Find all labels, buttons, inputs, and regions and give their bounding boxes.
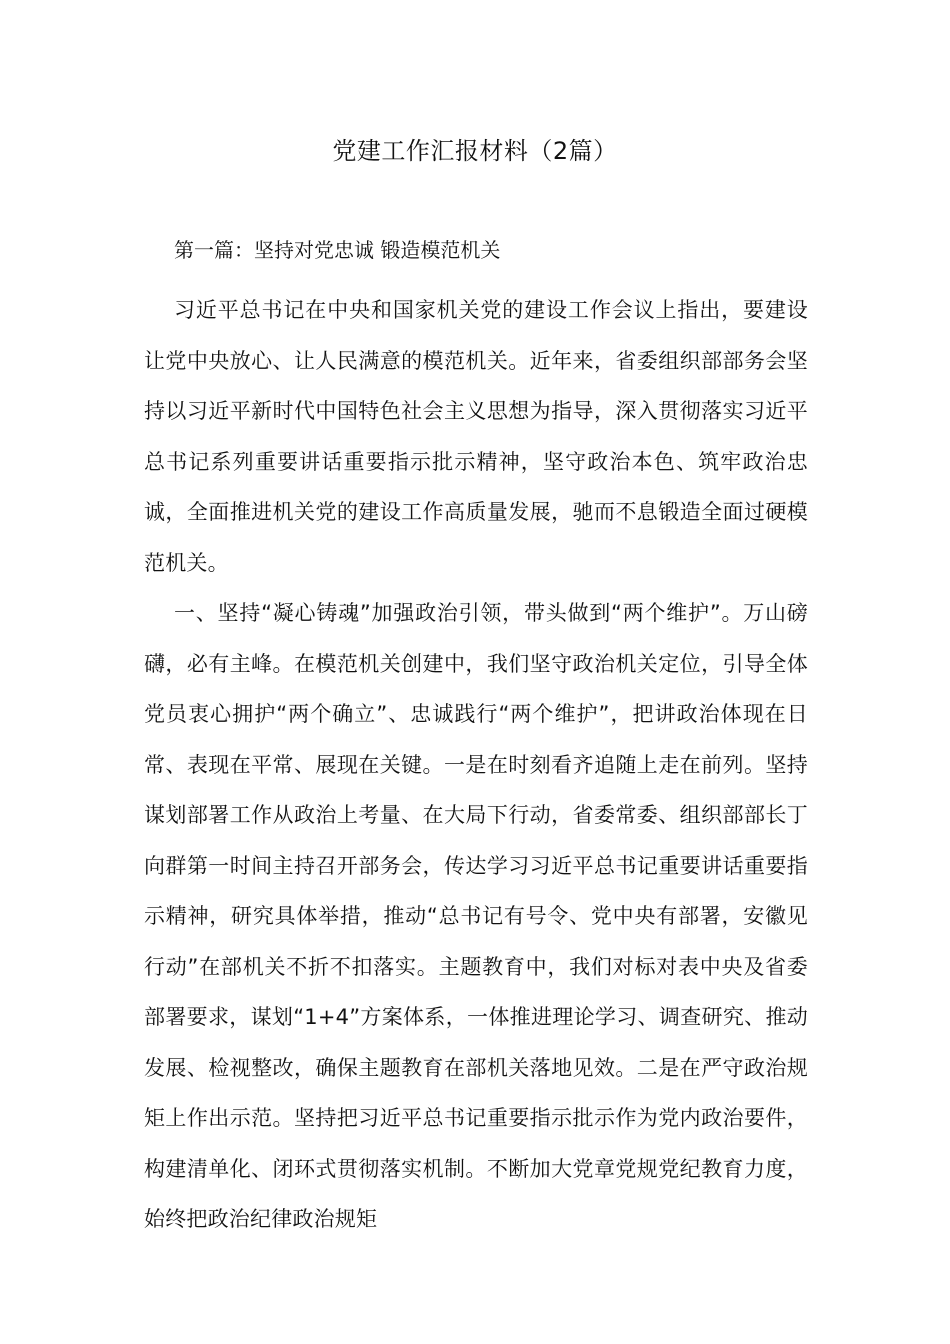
document-title: 党建工作汇报材料（2篇） [332,137,618,165]
document-body [144,235,808,1245]
paragraph-section-one: 一、坚持“凝心铸魂”加强政治引领，带头做到“两个维护”。万山磅礴，必有主峰。在模范机关创建中，我们坚守政治机关定位，引导全体党员衷心拥护“两个确立”、忠诚践行“两个维护”，把讲政治体现在日常、表现在平常、展现在关键。一是在时刻看齐追随上走在前列。坚持谋划部署工作从政治上考量、在大局下行动，省委常委、组织部部长丁向群第一时间主持召开部务会，传达学习习近平总书记重要讲话重要指示精神，研究具体举措，推动“总书记有号令、党中央有部署，安徽见行动”在部机关不折不扣落实。主题教育中，我们对标对表中央及省委部署要求，谋划“1+4”方案体系，一体推进理论学习、调查研究、推动发展、检视整改，确保主题教育在部机关落地见效。二是在严守政治规矩上作出示范。坚持把习近平总书记重要指示批示作为党内政治要件，构建清单化、闭环式贯彻落实机制。不断加大党章党规党纪教育力度，始终把政治纪律政治规矩 [144,601,808,1231]
section-subtitle: 第一篇：坚持对党忠诚 锻造模范机关 [174,238,501,262]
paragraph-intro: 习近平总书记在中央和国家机关党的建设工作会议上指出，要建设让党中央放心、让人民满意的模范机关。近年来，省委组织部部务会坚持以习近平新时代中国特色社会主义思想为指导，深入贯彻落实习近平总书记系列重要讲话重要指示批示精神，坚守政治本色、筑牢政治忠诚，全面推进机关党的建设工作高质量发展，驰而不息锻造全面过硬模范机关。 [144,298,808,575]
